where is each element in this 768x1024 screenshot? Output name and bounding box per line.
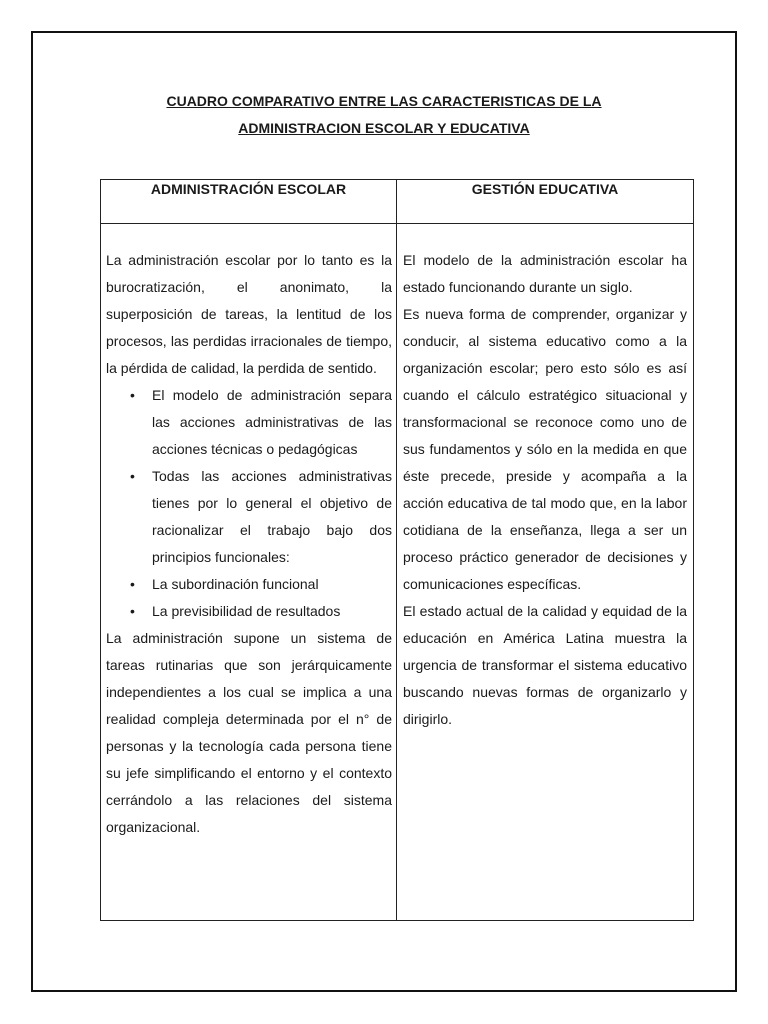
left-column-cell — [101, 224, 397, 921]
left-intro-paragraph: La administración escolar por lo tanto es la burocratización, el anonimato, la superposición de tareas, la lentitud de los procesos, las perdidas irracionales de tiempo, la pérdida de calidad, la perdida de sentido. — [106, 252, 392, 376]
table-header-row — [101, 180, 694, 224]
document-title-line-2: ADMINISTRACION ESCOLAR Y EDUCATIVA — [238, 120, 530, 136]
list-item — [130, 571, 392, 598]
right-paragraph: El estado actual de la calidad y equidad de la educación en América Latina muestra la urgencia de transformar el sistema educativo buscando nuevas formas de organizarlo y dirigirlo. — [403, 603, 687, 727]
list-item — [130, 598, 392, 625]
right-column-cell — [397, 224, 694, 921]
bullet-icon: • — [130, 576, 135, 592]
table-body-row — [101, 224, 694, 921]
bullet-icon: • — [130, 603, 135, 619]
bullet-icon: • — [130, 468, 135, 484]
document-title-line-1: CUADRO COMPARATIVO ENTRE LAS CARACTERISTICAS DE LA — [166, 93, 602, 109]
right-paragraph: El modelo de la administración escolar ha estado funcionando durante un siglo. — [403, 252, 687, 295]
bullet-icon: • — [130, 387, 135, 403]
right-paragraph: Es nueva forma de comprender, organizar y conducir, al sistema educativo como a la organización escolar; pero esto sólo es así cuando el cálculo estratégico situacional y transformacional se reconoce como uno de sus fundamentos y sólo en la medida en que éste precede, preside y acompaña a la acción educativa de tal modo que, en la labor cotidiana de la enseñanza, llega a ser un proceso práctico generador de decisiones y comunicaciones específicas. — [403, 306, 687, 592]
list-item-text: La previsibilidad de resultados — [152, 603, 341, 619]
list-item — [130, 463, 392, 571]
list-item-text: La subordinación funcional — [152, 576, 319, 592]
list-item-text: El modelo de administración separa las acciones administrativas de las acciones técnicas o pedagógicas — [152, 387, 392, 457]
left-bullet-list — [106, 382, 392, 625]
header-gestion-educativa: GESTIÓN EDUCATIVA — [397, 180, 694, 224]
list-item-text: Todas las acciones administrativas tienes por lo general el objetivo de racionalizar el trabajo bajo dos principios funcionales: — [152, 468, 392, 565]
list-item — [130, 382, 392, 463]
comparison-table — [100, 179, 694, 921]
header-administracion-escolar: ADMINISTRACIÓN ESCOLAR — [101, 180, 397, 224]
left-closing-paragraph: La administración supone un sistema de tareas rutinarias que son jerárquicamente independientes a los cual se implica a una realidad compleja determinada por el n° de personas y la tecnología cada persona tiene su jefe simplificando el entorno y el contexto cerrándolo a las relaciones del sistema organizacional. — [106, 630, 392, 835]
